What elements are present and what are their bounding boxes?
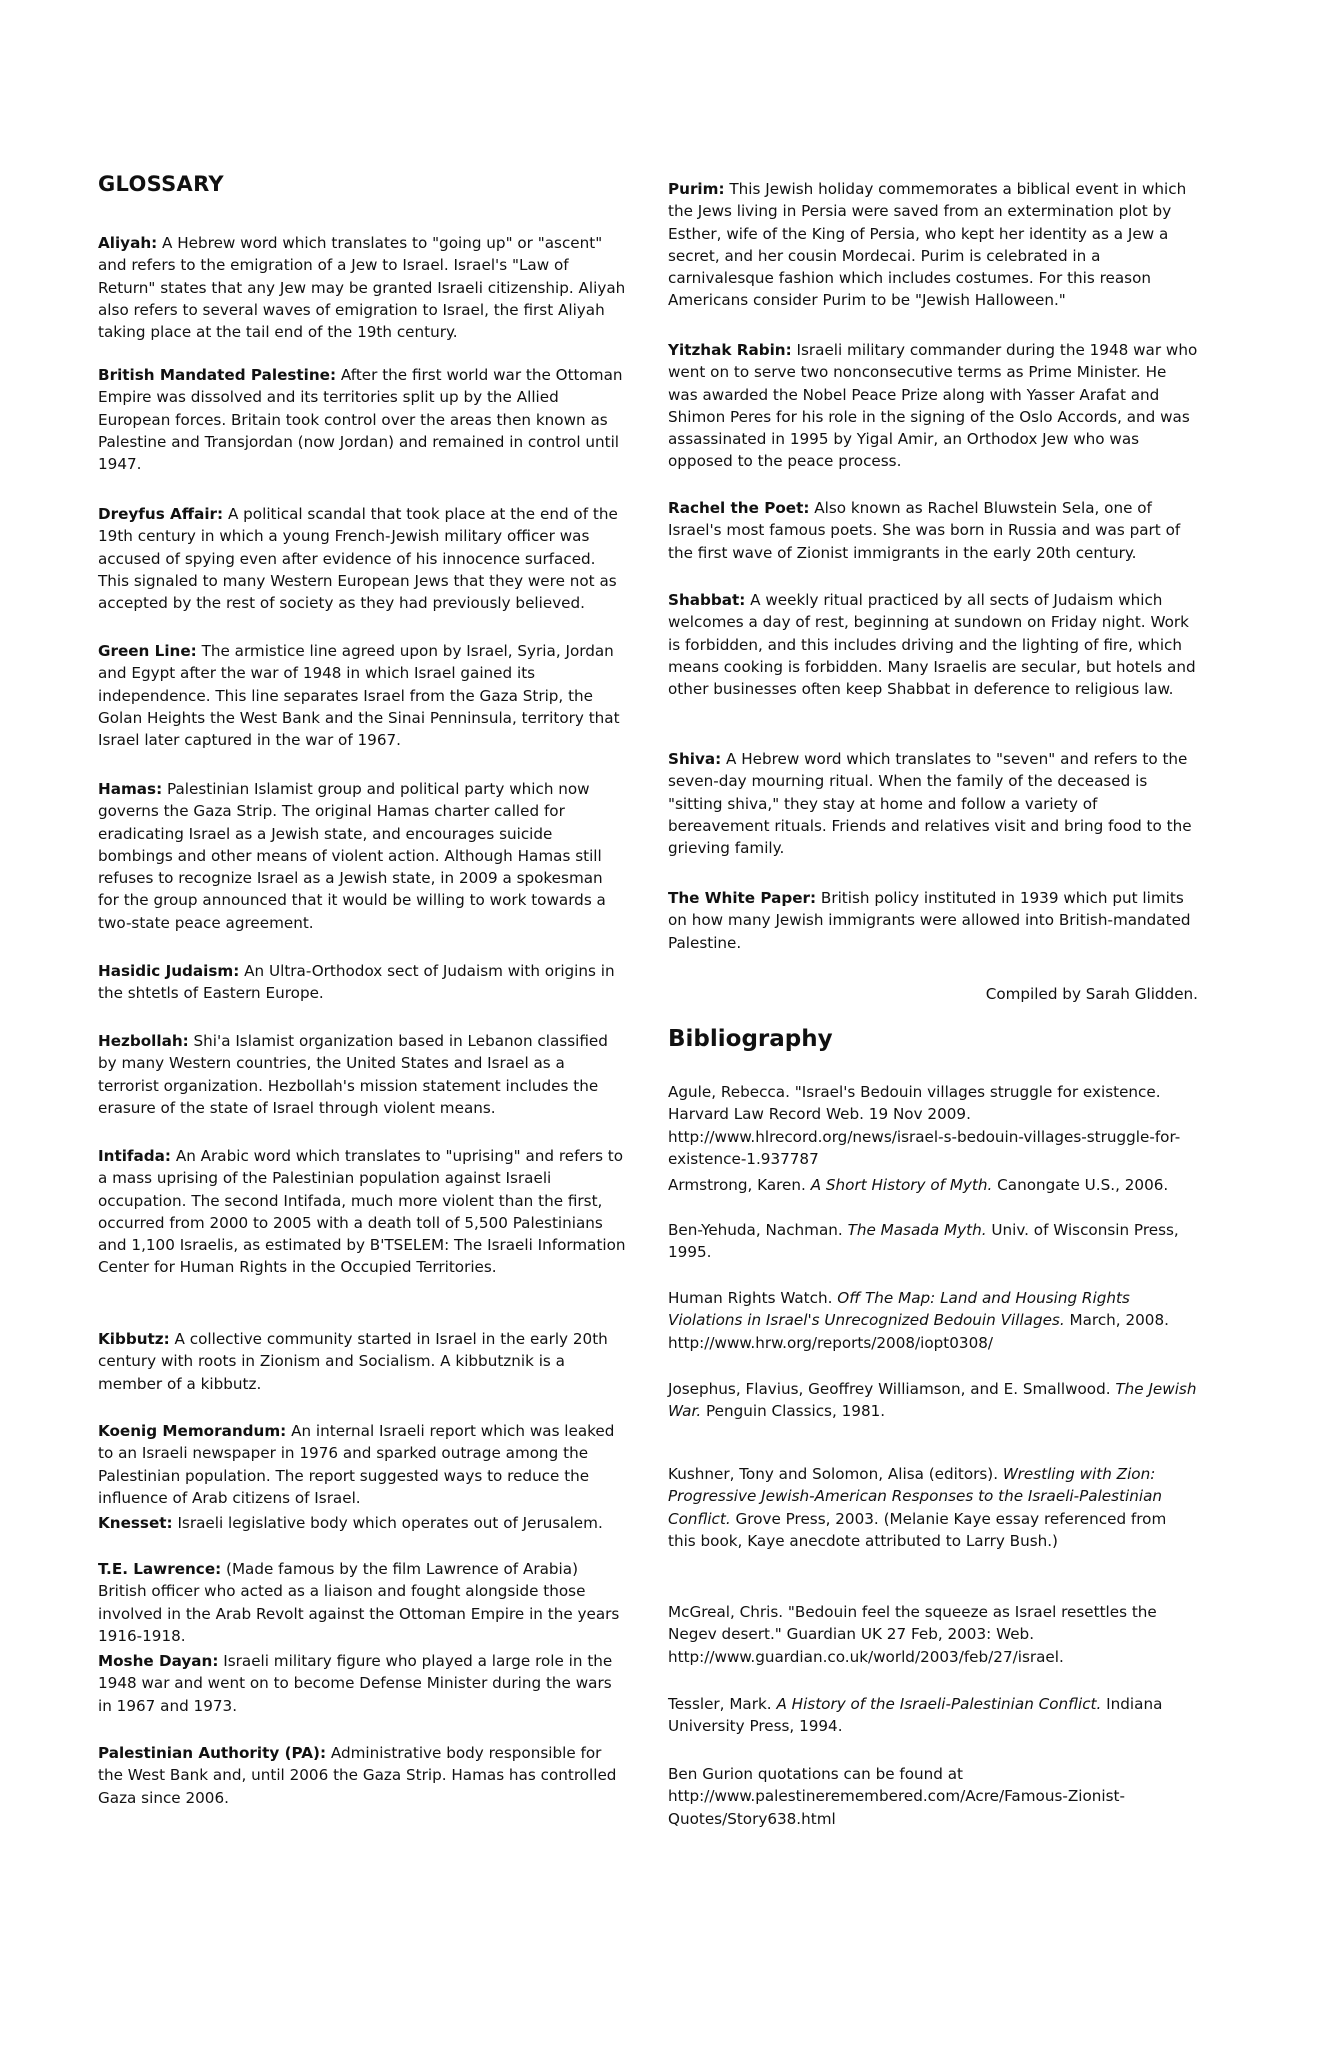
- reference-text: Indiana University Press, 1994.: [668, 1695, 1163, 1736]
- reference-title: Off The Map: Land and Housing Rights Violations in Israel's Unrecognized Bedouin Villages.: [668, 1289, 1130, 1330]
- reference-title: The Jewish War.: [668, 1380, 1197, 1421]
- reference-title: A Short History of Myth.: [810, 1176, 993, 1194]
- bibliography-entry: [668, 1081, 1198, 1170]
- reference-text: Ben Gurion quotations can be found at http://www.palestineremembered.com/Acre/Famous-Zionist-Quotes/Story638.html: [668, 1765, 1125, 1828]
- glossary-definition: A collective community started in Israel in the early 20th century with roots in Zionism and Socialism. A kibbutznik is a member of a kibbutz.: [98, 1330, 608, 1393]
- reference-text: March, 2008. http://www.hrw.org/reports/2008/iopt0308/: [668, 1311, 1169, 1352]
- glossary-definition: An Arabic word which translates to "uprising" and refers to a mass uprising of the Palestinian population against Israeli occupation. The second Intifada, much more violent than the first, occurred from 2000 to 2005 with a death toll of 5,500 Palestinians and 1,100 Israelis, as estimated by B'TSELEM: The Israeli Information Center for Human Rights in the Occupied Territories.: [98, 1147, 626, 1277]
- glossary-term: Hezbollah:: [98, 1032, 189, 1050]
- glossary-definition: Also known as Rachel Bluwstein Sela, one of Israel's most famous poets. She was born in Russia and was part of the first wave of Zionist immigrants in the early 20th century.: [668, 499, 1181, 562]
- glossary-definition: Israeli military commander during the 1948 war who went on to serve two nonconsecutive terms as Prime Minister. He was awarded the Nobel Peace Prize along with Yasser Arafat and Shimon Peres for his role in the signing of the Oslo Accords, and was assassinated in 1995 by Yigal Amir, an Orthodox Jew who was opposed to the peace process.: [668, 341, 1198, 471]
- glossary-entry: [98, 1742, 628, 1809]
- glossary-entry: [98, 1145, 628, 1279]
- bibliography-entry: [668, 1763, 1198, 1830]
- glossary-definition: A political scandal that took place at the end of the 19th century in which a young French-Jewish military officer was accused of spying even after evidence of his innocence surfaced. This signaled to many Western European Jews that they were not as accepted by the rest of society as they had previously believed.: [98, 505, 618, 613]
- glossary-entry: [98, 232, 628, 343]
- glossary-entry: [668, 589, 1198, 700]
- reference-title: The Masada Myth.: [847, 1221, 987, 1239]
- glossary-entry: [668, 887, 1198, 954]
- glossary-definition: A Hebrew word which translates to "going up" or "ascent" and refers to the emigration of a Jew to Israel. Israel's "Law of Return" states that any Jew may be granted Israeli citizenship. Aliyah also refers to several waves of emigration to Israel, the first Aliyah taking place at the tail end of the 19th century.: [98, 234, 626, 342]
- bibliography-entry: [668, 1601, 1198, 1668]
- bibliography-entry: [668, 1174, 1198, 1196]
- glossary-definition: Israeli legislative body which operates out of Jerusalem.: [177, 1514, 603, 1532]
- glossary-definition: The armistice line agreed upon by Israel, Syria, Jordan and Egypt after the war of 1948 in which Israel gained its independence. This line separates Israel from the Gaza Strip, the Golan Heights the West Bank and the Sinai Penninsula, territory that Israel later captured in the war of 1967.: [98, 642, 620, 750]
- reference-text: Armstrong, Karen.: [668, 1176, 811, 1194]
- reference-text: Grove Press, 2003. (Melanie Kaye essay referenced from this book, Kaye anecdote attributed to Larry Bush.): [668, 1509, 1167, 1550]
- reference-text: Kushner, Tony and Solomon, Alisa (editors).: [668, 1465, 1003, 1483]
- glossary-term: Intifada:: [98, 1147, 171, 1165]
- glossary-definition: (Made famous by the film Lawrence of Arabia) British officer who acted as a liaison and fought alongside those involved in the Arab Revolt against the Ottoman Empire in the years 1916-1918.: [98, 1560, 620, 1645]
- glossary-term: Palestinian Authority (PA):: [98, 1744, 327, 1762]
- glossary-entry: [668, 497, 1198, 564]
- bibliography-entry: [668, 1219, 1198, 1264]
- glossary-entry: [98, 503, 628, 614]
- glossary-term: Kibbutz:: [98, 1330, 170, 1348]
- glossary-term: Shiva:: [668, 750, 722, 768]
- glossary-definition: An internal Israeli report which was leaked to an Israeli newspaper in 1976 and sparked outrage among the Palestinian population. The report suggested ways to reduce the influence of Arab citizens of Israel.: [98, 1422, 615, 1507]
- reference-text: Josephus, Flavius, Geoffrey Williamson, and E. Smallwood.: [668, 1380, 1116, 1398]
- bibliography-entry: [668, 1287, 1198, 1354]
- glossary-term: Shabbat:: [668, 591, 746, 609]
- reference-text: Ben-Yehuda, Nachman.: [668, 1221, 848, 1239]
- glossary-entry: [668, 178, 1198, 312]
- glossary-definition: Israeli military figure who played a large role in the 1948 war and went on to become Defense Minister during the wars in 1967 and 1973.: [98, 1652, 613, 1715]
- glossary-definition: Palestinian Islamist group and political party which now governs the Gaza Strip. The original Hamas charter called for eradicating Israel as a Jewish state, and encourages suicide bombings and other means of violent action. Although Hamas still refuses to recognize Israel as a Jewish state, in 2009 a spokesman for the group announced that it would be willing to work towards a two-state peace agreement.: [98, 780, 606, 932]
- reference-text: Human Rights Watch.: [668, 1289, 838, 1307]
- glossary-entry: [98, 364, 628, 475]
- glossary-term: Purim:: [668, 180, 725, 198]
- glossary-entry: [98, 1558, 628, 1647]
- glossary-term: Dreyfus Affair:: [98, 505, 224, 523]
- glossary-term: The White Paper:: [668, 889, 817, 907]
- glossary-entry: [668, 748, 1198, 859]
- glossary-entry: [98, 1512, 628, 1534]
- glossary-entry: [98, 778, 628, 934]
- glossary-term: Koenig Memorandum:: [98, 1422, 287, 1440]
- glossary-term: Moshe Dayan:: [98, 1652, 219, 1670]
- reference-text: Tessler, Mark.: [668, 1695, 777, 1713]
- glossary-term: T.E. Lawrence:: [98, 1560, 222, 1578]
- bibliography-entry: [668, 1463, 1198, 1552]
- glossary-entry: [98, 960, 628, 1005]
- glossary-definition: Shi'a Islamist organization based in Lebanon classified by many Western countries, the United States and Israel as a terrorist organization. Hezbollah's mission statement includes the erasure of the state of Israel through violent means.: [98, 1032, 608, 1117]
- reference-text: McGreal, Chris. "Bedouin feel the squeeze as Israel resettles the Negev desert." Guardian UK 27 Feb, 2003: Web. http://www.guardian.co.uk/world/2003/feb/27/israel.: [668, 1603, 1157, 1666]
- glossary-term: Hamas:: [98, 780, 163, 798]
- bibliography-entry: [668, 1378, 1198, 1423]
- glossary-entry: [98, 1650, 628, 1717]
- glossary-term: Green Line:: [98, 642, 197, 660]
- glossary-definition: This Jewish holiday commemorates a biblical event in which the Jews living in Persia were saved from an extermination plot by Esther, wife of the King of Persia, who kept her identity as a Jew a secret, and her cousin Mordecai. Purim is celebrated in a carnivalesque fashion which includes costumes. For this reason Americans consider Purim to be "Jewish Halloween.": [668, 180, 1187, 310]
- glossary-entry: [98, 640, 628, 751]
- reference-text: Penguin Classics, 1981.: [701, 1402, 886, 1421]
- bibliography-title: Bibliography: [668, 1026, 833, 1052]
- reference-title: A History of the Israeli-Palestinian Conflict.: [776, 1695, 1102, 1713]
- glossary-term: British Mandated Palestine:: [98, 366, 337, 384]
- glossary-title: GLOSSARY: [98, 172, 224, 196]
- glossary-definition: British policy instituted in 1939 which put limits on how many Jewish immigrants were allowed into British-mandated Palestine.: [668, 889, 1191, 952]
- glossary-entry: [98, 1420, 628, 1509]
- reference-title: Wrestling with Zion: Progressive Jewish-American Responses to the Israeli-Palestinian Conflict.: [668, 1465, 1163, 1528]
- compiled-by-credit: Compiled by Sarah Glidden.: [985, 985, 1198, 1003]
- glossary-definition: A Hebrew word which translates to "seven" and refers to the seven-day mourning ritual. When the family of the deceased is "sitting shiva," they stay at home and follow a variety of bereavement rituals. Friends and relatives visit and bring food to the grieving family.: [668, 750, 1192, 858]
- glossary-definition: Administrative body responsible for the West Bank and, until 2006 the Gaza Strip. Hamas has controlled Gaza since 2006.: [98, 1744, 617, 1807]
- reference-text: Canongate U.S., 2006.: [992, 1176, 1169, 1194]
- glossary-term: Aliyah:: [98, 234, 158, 252]
- glossary-entry: [668, 339, 1198, 473]
- glossary-term: Hasidic Judaism:: [98, 962, 240, 980]
- glossary-definition: A weekly ritual practiced by all sects of Judaism which welcomes a day of rest, beginning at sundown on Friday night. Work is forbidden, and this includes driving and the lighting of fire, which means cooking is forbidden. Many Israelis are secular, but hotels and other businesses often keep Shabbat in deference to religious law.: [668, 591, 1196, 699]
- glossary-definition: An Ultra-Orthodox sect of Judaism with origins in the shtetls of Eastern Europe.: [98, 962, 615, 1003]
- glossary-term: Rachel the Poet:: [668, 499, 810, 517]
- reference-text: Agule, Rebecca. "Israel's Bedouin villages struggle for existence. Harvard Law Record Web. 19 Nov 2009. http://www.hlrecord.org/news/israel-s-bedouin-villages-struggle-for-existence-1.937787: [668, 1083, 1181, 1168]
- glossary-term: Yitzhak Rabin:: [668, 341, 792, 359]
- bibliography-entry: [668, 1693, 1198, 1738]
- glossary-entry: [98, 1328, 628, 1395]
- glossary-term: Knesset:: [98, 1514, 173, 1532]
- glossary-entry: [98, 1030, 628, 1119]
- glossary-definition: After the first world war the Ottoman Empire was dissolved and its territories split up by the Allied European forces. Britain took control over the areas then known as Palestine and Transjordan (now Jordan) and remained in control until 1947.: [98, 366, 623, 474]
- reference-text: Univ. of Wisconsin Press, 1995.: [668, 1221, 1179, 1262]
